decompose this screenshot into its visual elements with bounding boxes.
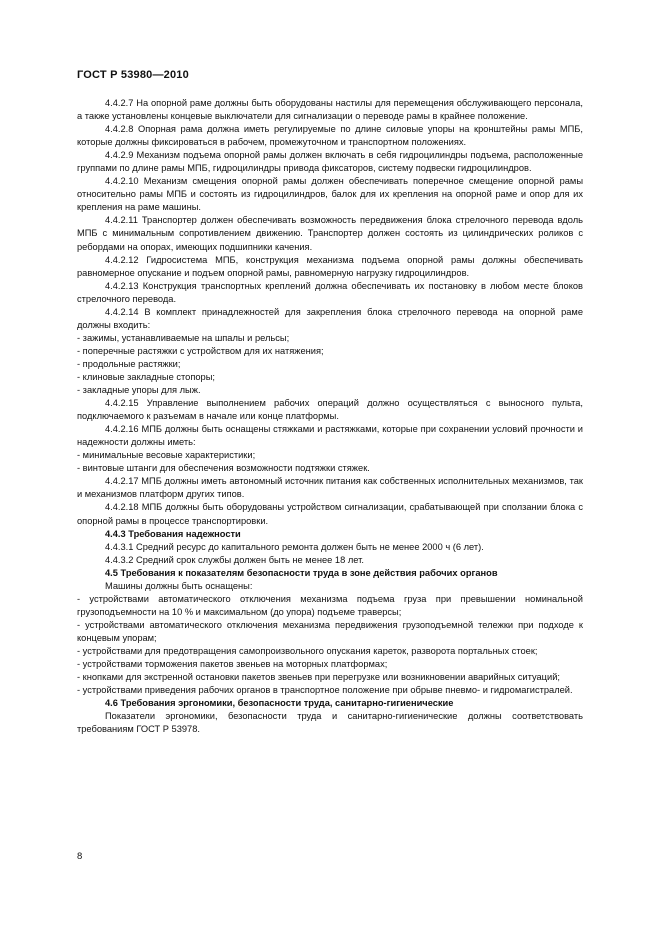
paragraph-4-4-2-12: 4.4.2.12 Гидросистема МПБ, конструкция механизма подъема опорной рамы должны обеспечивать равномерное опускание и подъем опорной рамы, равномерную нагрузку гидроцилиндров.: [77, 254, 583, 278]
list-item: - минимальные весовые характеристики;: [77, 450, 256, 461]
list-item: - поперечные растяжки с устройством для их натяжения;: [77, 345, 324, 356]
paragraph-4-4-3-2: 4.4.3.2 Средний срок службы должен быть не менее 18 лет.: [105, 554, 364, 565]
list-item: - винтовые штанги для обеспечения возможности подтяжки стяжек.: [77, 463, 370, 474]
section-heading-4-4-3: 4.4.3 Требования надежности: [105, 528, 241, 539]
document-header: ГОСТ Р 53980—2010: [77, 69, 189, 81]
paragraph-4-4-2-15: 4.4.2.15 Управление выполнением рабочих операций должно осуществляться с выносного пульта, подключаемого к разъемам в начале или конце платформы.: [77, 398, 583, 422]
list-item: - клиновые закладные стопоры;: [77, 371, 215, 382]
paragraph-4-4-2-11: 4.4.2.11 Транспортер должен обеспечивать возможность передвижения блока стрелочного перевода вдоль МПБ с минимальным сопротивлением движению. Транспортер должен состоять из цилиндрических роликов с ребордами на опорах, имеющих подшипники качения.: [77, 215, 583, 252]
paragraph-4-4-2-8: 4.4.2.8 Опорная рама должна иметь регулируемые по длине силовые упоры на кронштейны рамы МПБ, которые должны фиксироваться в рабочем, промежуточном и транспортном положениях.: [77, 124, 583, 148]
list-item: - устройствами для предотвращения самопроизвольного опускания кареток, разворота портальных стоек;: [77, 645, 538, 656]
paragraph-4-4-2-7: 4.4.2.7 На опорной раме должны быть оборудованы настилы для перемещения обслуживающего персонала, а также установлены концевые выключатели для сигнализации о переводе рамы в крайнее положение.: [77, 98, 583, 122]
paragraph-4-4-2-16: 4.4.2.16 МПБ должны быть оснащены стяжками и растяжками, которые при сохранении условий прочности и надежности должны иметь:: [77, 424, 583, 448]
list-item: - устройствами торможения пакетов звеньев на моторных платформах;: [77, 659, 388, 670]
paragraph-4-4-2-14: 4.4.2.14 В комплект принадлежностей для закрепления блока стрелочного перевода на опорной раме должны входить:: [77, 306, 583, 330]
paragraph-4-4-2-13: 4.4.2.13 Конструкция транспортных креплений должна обеспечивать их постановку в любом месте блоков стрелочного перевода.: [77, 280, 583, 304]
paragraph-ergonomics: Показатели эргономики, безопасности труда и санитарно-гигиенические должны соответствовать требованиям ГОСТ Р 53978.: [77, 711, 583, 735]
paragraph-4-4-2-9: 4.4.2.9 Механизм подъема опорной рамы должен включать в себя гидроцилиндры подъема, расположенные группами по длине рамы МПБ, гидроцилиндры привода фиксаторов, систему подвески гидроцилиндров.: [77, 150, 583, 174]
list-item: - устройствами автоматического отключения механизма передвижения грузоподъемной тележки при подходе к концевым упорам;: [77, 619, 583, 643]
paragraph-4-4-2-10: 4.4.2.10 Механизм смещения опорной рамы должен обеспечивать поперечное смещение опорной рамы относительно рамы МПБ и состоять из гидроцилиндров, балок для их крепления на опорной раме и опор для их крепления на раме машины.: [77, 176, 583, 213]
list-item: - закладные упоры для лыж.: [77, 385, 201, 396]
list-item: - устройствами приведения рабочих органов в транспортное положение при обрыве пневмо- и гидромагистралей.: [77, 685, 573, 696]
list-item: - зажимы, устанавливаемые на шпалы и рельсы;: [77, 332, 290, 343]
paragraph-4-4-2-18: 4.4.2.18 МПБ должны быть оборудованы устройством сигнализации, срабатывающей при сползании блока с опорной рамы в процессе транспортировки.: [77, 502, 583, 526]
list-item: - кнопками для экстренной остановки пакетов звеньев при перегрузке или возникновении аварийных ситуаций;: [77, 672, 560, 683]
paragraph-4-4-3-1: 4.4.3.1 Средний ресурс до капитального ремонта должен быть не менее 2000 ч (6 лет).: [105, 541, 484, 552]
section-heading-4-5: 4.5 Требования к показателям безопасности труда в зоне действия рабочих органов: [105, 567, 498, 578]
document-body: [77, 97, 583, 736]
paragraph-4-4-2-17: 4.4.2.17 МПБ должны иметь автономный источник питания как собственных исполнительных механизмов, так и механизмов платформ других типов.: [77, 476, 583, 500]
paragraph-machines-equipped: Машины должны быть оснащены:: [105, 580, 253, 591]
list-item: - устройствами автоматического отключения механизма подъема груза при превышении номинальной грузоподъемности на 10 % и максимальном (до упора) подъеме траверсы;: [77, 593, 583, 617]
page-number: 8: [77, 851, 83, 862]
section-heading-4-6: 4.6 Требования эргономики, безопасности труда, санитарно-гигиенические: [105, 698, 454, 709]
list-item: - продольные растяжки;: [77, 358, 181, 369]
